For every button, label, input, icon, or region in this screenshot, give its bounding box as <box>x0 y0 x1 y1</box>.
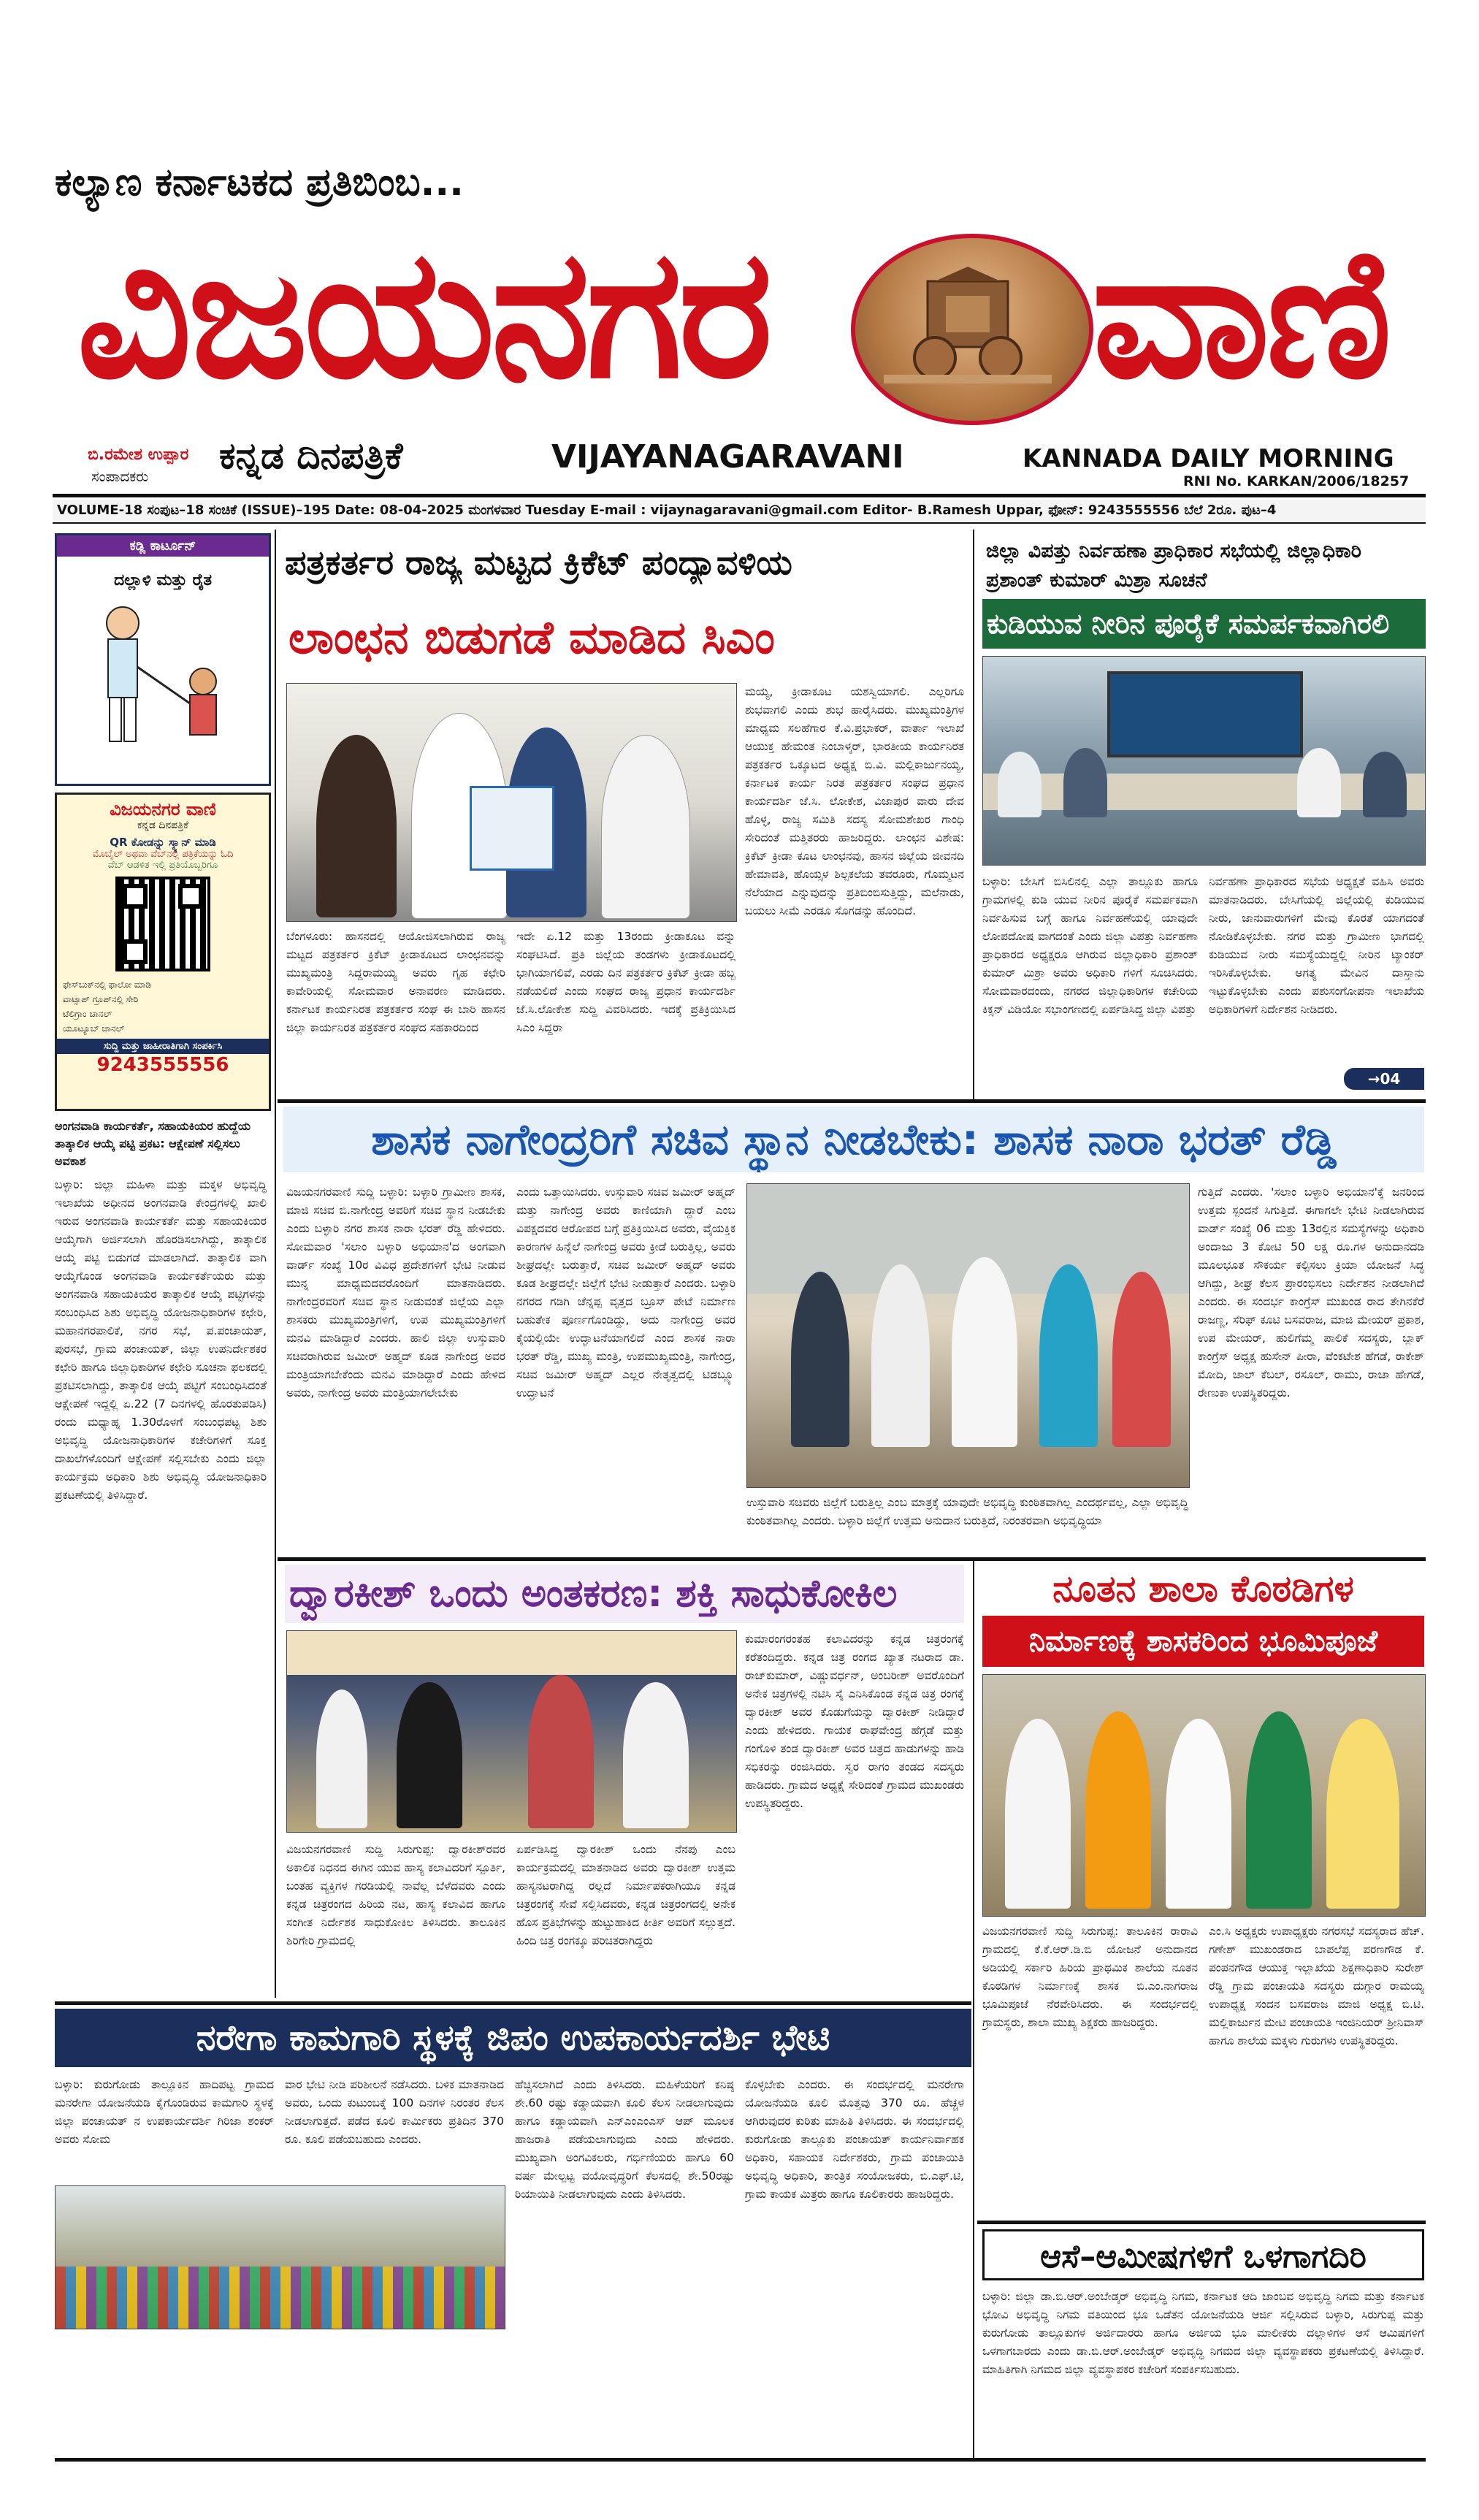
cartoon-caption: ದಲ್ಲಾಳಿ ಮತ್ತು ರೈತ <box>113 571 213 589</box>
ad-qr-text: QR ಕೋಡನ್ನು ಸ್ಕ್ಯಾನ್ ಮಾಡಿ <box>110 836 216 849</box>
story5-photo <box>982 1674 1426 1917</box>
subscription-ad <box>55 793 271 1111</box>
ad-bullet: ವಾಟ್ಸಾಪ್ ಗ್ರೂಪ್‌ನಲ್ಲಿ ಸೇರಿ <box>63 994 139 1004</box>
english-name: VIJAYANAGARAVANI <box>551 438 904 476</box>
story1-column-a: ಬೆಂಗಳೂರು: ಹಾಸನದಲ್ಲಿ ಆಯೋಜಿಸಲಾಗಿರುವ ರಾಜ್ಯ ಮಟ್ಟದ ಪತ್ರಕರ್ತರ ಕ್ರಿಕೆಟ್ ಕ್ರೀಡಾಕೂಟದ ಲಾಂಛನವನ್ನು ಮುಖ್ಯಮಂತ್ರಿ ಸಿದ್ದರಾಮಯ್ಯ ಅವರು ಗೃಹ ಕಛೇರಿ ಕಾವೇರಿಯಲ್ಲಿ ಸೋಮವಾರ ಅನಾವರಣ ಮಾಡಿದರು. ಕರ್ನಾಟಕ ಕಾರ್ಯನಿರತ ಪತ್ರಕರ್ತರ ಸಂಘ ಈ ಬಾರಿ ಹಾಸನ ಜಿಲ್ಲಾ ಕಾರ್ಯನಿರತ ಪತ್ರಕರ್ತರ ಸಂಘದ ಸಹಕಾರದಿಂದ <box>286 930 505 1034</box>
story6-column-a: ಬಳ್ಳಾರಿ: ಕುರುಗೋಡು ತಾಲ್ಲೂಕಿನ ಹಾದಿಪಟ್ಟ ಗ್ರಾಮದ ಮನರೇಗಾ ಯೋಜನೆಯಡಿ ಕೈಗೊಂಡಿರುವ ಕಾಮಗಾರಿ ಸ್ಥಳಕ್ಕೆ ಜಿಲ್ಲಾ ಪಂಚಾಯತ್ ನ ಉಪಕಾರ್ಯದರ್ಶಿ ಗಿರಿಜಾ ಶಂಕರ್ ಅವರು ಸೋಮ <box>55 2078 274 2146</box>
column-divider <box>973 1559 974 2458</box>
english-subtitle: KANNADA DAILY MORNING <box>1023 444 1394 473</box>
story7-headline: ಆಸೆ–ಆಮೀಷಗಳಿಗೆ ಒಳಗಾಗದಿರಿ <box>982 2229 1424 2280</box>
story2-column-b: ನಿರ್ವಹಣಾ ಪ್ರಾಧಿಕಾರದ ಸಭೆಯ ಅಧ್ಯಕ್ಷತೆ ವಹಿಸಿ ಅವರು ಮಾತನಾಡಿದರು. ಬೇಸಿಗೆಯಲ್ಲಿ ಜಿಲ್ಲೆಯಲ್ಲಿ ಕುಡಿಯುವ ನೀರು, ಜಾನುವಾರುಗಳಿಗೆ ಮೇವು ಕೊರತೆ ಯಾಗದಂತೆ ನೋಡಿಕೊಳ್ಳಬೇಕು. ನಗರ ಮತ್ತು ಗ್ರಾಮೀಣ ಭಾಗದಲ್ಲಿ ಕುಡಿಯುವ ನೀರು ಸಮಸ್ಯೆಯುದ್ದಲ್ಲಿ ನೀರಿನ ಟ್ಯಾಂಕರ್ ಇರಿಸಿಕೊಳ್ಳಬೇಕು. ಅಗತ್ಯ ಮೇವಿನ ದಾಸ್ತಾನು ಇಟ್ಟುಕೊಳ್ಳಬೇಕು ಎಂದು ಪಶುಸಂಗೋಪನಾ ಇಲಾಖೆಯ ಅಧಿಕಾರಿಗಳಿಗೆ ನಿರ್ದೇಶನ ನೀಡಿದರು. <box>1209 875 1424 1016</box>
masthead-rule <box>53 494 1426 497</box>
story2-continue-marker[interactable]: →04 <box>1344 1068 1424 1090</box>
section-rule <box>278 1557 1426 1561</box>
ad-subtitle: ಕನ್ನಡ ದಿನಪತ್ರಿಕೆ <box>137 820 188 831</box>
info-rule <box>53 522 1426 524</box>
story5-headline1: ನೂತನ ಶಾಲಾ ಕೊಠಡಿಗಳ <box>1052 1568 1354 1610</box>
story3-headline: ಶಾಸಕ ನಾಗೇಂದ್ರರಿಗೆ ಸಚಿವ ಸ್ಥಾನ ನೀಡಬೇಕು: ಶಾಸಕ ನಾರಾ ಭರತ್ ರೆಡ್ಡಿ <box>283 1107 1424 1172</box>
ad-line1: ಮೊಬೈಲ್ ಅಥವಾ ವೆಬ್‌ನಲ್ಲಿ ಪತ್ರಿಕೆಯನ್ನು ಓದಿ <box>92 849 234 860</box>
story1-headline: ಲಾಂಛನ ಬಿಡುಗಡೆ ಮಾಡಿದ ಸಿಎಂ <box>288 611 775 664</box>
ad-bullet-list <box>57 977 269 1036</box>
story6-column-b: ವಾರ ಭೇಟಿ ನೀಡಿ ಪರಿಶೀಲನೆ ನಡೆಸಿದರು. ಬಳಿಕ ಮಾತನಾಡಿದ ಅವರು, ಒಂದು ಕುಟುಂಬಕ್ಕೆ 100 ದಿನಗಳ ನಿರಂತರ ಕೆಲಸ ನೀಡಲಾಗುತ್ತದೆ. ಪಡೆದ ಕೂಲಿ ಕಾರ್ಮಿಕರು ಪ್ರತಿದಿನ 370 ರೂ. ಕೂಲಿ ಪಡೆಯಬಹುದು ಎಂದರು. <box>285 2078 504 2146</box>
ad-bullet: ಯೂಟ್ಯೂಬ್ ಚಾನಲ್ <box>63 1023 125 1034</box>
story4-photo <box>286 1630 737 1833</box>
temple-chariot-icon <box>884 267 1052 383</box>
editor-role: ಸಂಪಾದಕರು <box>91 467 149 485</box>
ad-bullet: ಟೆಲಿಗ್ರಾಂ ಚಾನಲ್ <box>63 1009 112 1019</box>
story5-column-a: ವಿಜಯನಗರವಾಣಿ ಸುದ್ದಿ ಸಿರುಗುಪ್ಪ: ತಾಲೂಕಿನ ರಾರಾವಿ ಗ್ರಾಮದಲ್ಲಿ ಕೆ.ಕೆ.ಆರ್.ಡಿ.ಬಿ ಯೋಜನೆ ಅನುದಾನದ ಅಡಿಯಲ್ಲಿ ಸರ್ಕಾರಿ ಹಿರಿಯ ಪ್ರಾಥಮಿಕ ಶಾಲೆಯ ನೂತನ ಕೊಠಡಿಗಳ ನಿರ್ಮಾಣಕ್ಕೆ ಶಾಸಕ ಬಿ.ಎಂ.ನಾಗರಾಜ ಭೂಮಿಪೂಜೆ ನೆರವೇರಿಸಿದರು. ಈ ಸಂದರ್ಭದಲ್ಲಿ ಗ್ರಾಮಸ್ಥರು, ಶಾಲಾ ಮುಖ್ಯ ಶಿಕ್ಷಕರು ಹಾಜರಿದ್ದರು. <box>982 1925 1198 2029</box>
masthead-title-right: ವಾಣಿ <box>1092 210 1388 418</box>
story3-column-b: ಎಂದು ಒತ್ತಾಯಿಸಿದರು. ಉಸ್ತುವಾರಿ ಸಚಿವ ಜಮೀರ್ ಅಹ್ಮದ್ ಮತ್ತು ನಾಗೇಂದ್ರ ಅವರು ಕಾಣಿಯಾಗಿ ದ್ದಾರೆ ಎಂಬ ವಿಪಕ್ಷದವರ ಆರೋಪದ ಬಗ್ಗೆ ಪ್ರತಿಕ್ರಿಯಿಸಿದ ಅವರು, ವೈಯಕ್ತಿಕ ಕಾರಣಗಳ ಹಿನ್ನೆಲೆ ನಾಗೇಂದ್ರ ಅವರು ಕ್ರೀಡೆ ಬರುತ್ತಿಲ್ಲ, ಅವರು ಶೀಘ್ರದಲ್ಲೇ ಬರುತ್ತಾರೆ, ಸಚಿವ ಜಮೀರ್ ಅಹ್ಮದ್ ಅವರು ಕೂಡ ಶೀಘ್ರದಲ್ಲೇ ಜಿಲ್ಲೆಗೆ ಭೇಟಿ ನೀಡುತ್ತಾರೆ ಎಂದರು. ಬಳ್ಳಾರಿ ನಗರದ ಗಡಿಗಿ ಚೆನ್ನಪ್ಪ ವೃತ್ತದ ಬ್ರೂಸ್ ಪೇಟೆ ನಿರ್ಮಾಣ ಬಹುತೇಕ ಪೂರ್ಣಗೊಂಡಿದ್ದು, ಅದು ನಾಗೇಂದ್ರ ಅವರ ಕೈಯಲ್ಲಿಯೇ ಉದ್ಘಾಟನೆಯಾಗಲಿದೆ ಎಂದ ಶಾಸಕ ನಾರಾ ಭರತ್ ರೆಡ್ಡಿ, ಮುಖ್ಯ ಮಂತ್ರಿ, ಉಪಮುಖ್ಯಮಂತ್ರಿ, ನಾಗೇಂದ್ರ, ಸಚಿವ ಜಮೀರ್ ಅಹ್ಮದ್ ಎಲ್ಲರ ನೇತೃತ್ವದಲ್ಲಿ ಟಿಡಬ್ಲ್ಯೂ ಉದ್ಘಾಟನೆ <box>516 1185 735 1400</box>
ad-contact-label: ಸುದ್ದಿ ಮತ್ತು ಜಾಹೀರಾತಿಗಾಗಿ ಸಂಪರ್ಕಿಸಿ <box>57 1039 269 1054</box>
story1-right-column: ಮಯ್ಯ, ಕ್ರೀಡಾಕೂಟ ಯಶಸ್ವಿಯಾಗಲಿ. ಎಲ್ಲರಿಗೂ ಶುಭವಾಗಲಿ ಎಂದು ಶುಭ ಹಾರೈಸಿದರು. ಮುಖ್ಯಮಂತ್ರಿಗಳ ಮಾಧ್ಯಮ ಸಲಹೆಗಾರ ಕೆ.ವಿ.ಪ್ರಭಾಕರ್, ವಾರ್ತಾ ಇಲಾಖೆ ಆಯುಕ್ತ ಹೇಮಂತ ನಿಂಬಾಳ್ಕರ್, ಭಾರತೀಯ ಕಾರ್ಯನಿರತ ಪತ್ರಕರ್ತರ ಒಕ್ಕೂಟದ ಅಧ್ಯಕ್ಷ ಬಿ.ವಿ. ಮಲ್ಲಿಕಾರ್ಜುನಯ್ಯ, ಕರ್ನಾಟಕ ಕಾರ್ಯ ನಿರತ ಪತ್ರಕರ್ತರ ಸಂಘದ ಪ್ರಧಾನ ಕಾರ್ಯದರ್ಶಿ ಜೆ.ಸಿ. ಲೋಕೇಶ, ವಿಜಾಪುರ ವಾರು ದೇವ ಹೊಳ್ಳ, ರಾಜ್ಯ ಸಮಿತಿ ಸದಸ್ಯ ಸೋಮಶೇಖರ ಗಾಂಧಿ ಸೇರಿದಂತೆ ಮತ್ತಿತರರು ಹಾಜರಿದ್ದರು. ಲಾಂಛನ ವಿಶೇಷ: ಕ್ರಿಕೆಟ್ ಕ್ರೀಡಾ ಕೂಟ ಲಾಂಛನವು, ಹಾಸನ ಜಿಲ್ಲೆಯ ಜೀವನದಿ ಹೇಮಾವತಿ, ಹೊಯ್ಸಳ ಶಿಲ್ಪಕಲೆಯ ತವರೂರು, ಗೊಮ್ಮಟನ ನೆಲೆಯಾದ ಎನ್ನುವುದನ್ನು ಪ್ರತಿಬಿಂಬಿಸುತ್ತಿದ್ದು, ಮಲೆನಾಡು, ಬಯಲು ಸೀಮೆ ಎರಡೂ ಸೊಗಡನ್ನು ಹೊಂದಿದೆ. <box>745 685 964 917</box>
story4-column-b: ಏರ್ಪಡಿಸಿದ್ದ ದ್ವಾರಕೀಶ್ ಒಂದು ನೆನಪು ಎಂಬ ಕಾರ್ಯಕ್ರಮದಲ್ಲಿ ಮಾತನಾಡಿದ ಅವರು ದ್ವಾರಕೀಶ್ ಉತ್ತಮ ಹಾಸ್ಯನಟರಾಗಿದ್ದ ರಲ್ಲದೆ ನಿರ್ಮಾಪಕರಾಗಿಯೂ ಕನ್ನಡ ಚಿತ್ರರಂಗಕ್ಕೆ ಸೇವೆ ಸಲ್ಲಿಸಿದವರು, ಕನ್ನಡ ಚಿತ್ರರಂಗದಲ್ಲಿ ಅನೇಕ ಹೊಸ ಪ್ರತಿಭೆಗಳನ್ನು ಹುಟ್ಟುಹಾಕಿದ ಕೀರ್ತಿ ಅವರಿಗೆ ಸಲ್ಲುತ್ತದೆ. ಹಿಂದಿ ಚಿತ್ರ ರಂಗಕ್ಕೂ ಪರಿಚಿತರಾಗಿದ್ದರು <box>516 1843 735 1947</box>
qr-code[interactable] <box>115 877 210 971</box>
editor-name: ಬಿ.ರಮೇಶ ಉಪ್ಪಾರ <box>88 446 189 464</box>
page-bottom-rule <box>55 2458 1426 2462</box>
column-divider <box>973 530 974 1099</box>
story3-column-d: ಗುತ್ತಿದೆ ಎಂದರು. 'ಸಲಾಂ ಬಳ್ಳಾರಿ ಅಭಿಯಾನ'ಕ್ಕೆ ಜನರಿಂದ ಉತ್ತಮ ಸ್ಪಂದನೆ ಸಿಗುತ್ತಿದೆ. ಈಗಾಗಲೇ ಭೇಟಿ ನೀಡಲಾಗಿರುವ ವಾರ್ಡ್ ಸಂಖ್ಯೆ 06 ಮತ್ತು 13ರಲ್ಲಿನ ಸಮಸ್ಯೆಗಳನ್ನು ಅಧಿಕಾರಿ ಅಂದಾಜು 3 ಕೋಟಿ 50 ಲಕ್ಷ ರೂ.ಗಳ ಅನುದಾನದಡಿ ಮೂಲಭೂತ ಸೌಕರ್ಯ ಕಲ್ಪಿಸಲು ಕ್ರಿಯಾ ಯೋಜನೆ ಸಿದ್ಧ ಆಗಿದ್ದು, ಶೀಘ್ರ ಕೆಲಸ ಪ್ರಾರಂಭಿಸಲು ನಿರ್ದೇಶನ ನೀಡಲಾಗಿದೆ ಎಂದರು. ಈ ಸಂದರ್ಭ ಕಾಂಗ್ರೆಸ್ ಮುಖಂಡ ರಾದ ತೇಗಿನಕೆರೆ ರಾಜಣ್ಣ, ಸೆರಿಫ್ ಕೂಟಿ ಬಸವರಾಜ, ಮಾಜಿ ಮೇಯರ್ ಪ್ರಕಾಶ, ಉಪ ಮೇಯರ್, ಹುಲಿಗೆಮ್ಮ ಪಾಲಿಕೆ ಸದಸ್ಯರು, ಬ್ಲಾಕ್ ಕಾಂಗ್ರೆಸ್ ಅಧ್ಯಕ್ಷ ಹುಸೇನ್ ಪೀರಾ, ವೆಂಕಟೇಶ ಹೆಗಡೆ, ರಾಕೇಶ್ ಮೋದಿ, ಜಾಲ್‌ ಕೆಬಲ್, ರಸೂಲ್, ರಾಮು, ರಾಜಾ ಹೇಗಡೆ, ರೇಣುಕಾ ಉಪಸ್ಥಿತರಿದ್ದರು. <box>1198 1185 1424 1400</box>
rni-number: RNI No. KARKAN/2006/18257 <box>1183 473 1410 489</box>
masthead-title-left: ವಿಜಯನಗರ <box>77 210 769 418</box>
issue-info-bar: VOLUME-18 ಸಂಪುಟ–18 ಸಂಚಿಕೆ (ISSUE)–195 Date: 08-04-2025 ಮಂಗಳವಾರ Tuesday E-mail : vijaynagaravani@gmail.com Editor- B.Ramesh Uppar, ಫೋನ್: 9243555556 ಬೆಲೆ 2ರೂ. ಪುಟ–4 <box>53 500 1426 522</box>
story2-photo <box>982 656 1426 866</box>
column-divider <box>275 530 276 1998</box>
story6-column-c: ಹೆಚ್ಚಿಸಲಾಗಿದೆ ಎಂದು ತಿಳಿಸಿದರು. ಮಹಿಳೆಯರಿಗೆ ಕನಿಷ್ಠ ಶೇ.60 ರಷ್ಟು ಕಡ್ಡಾಯವಾಗಿ ಕೂಲಿ ಕೆಲಸ ನೀಡಲಾಗುವುದು ಹಾಗೂ ಕಡ್ಡಾಯವಾಗಿ ಎನ್‌ಎಂಎಂಎಸ್ ಆಪ್ ಮೂಲಕ ಹಾಜರಾತಿ ಪಡೆಯಲಾಗುವುದು ಎಂದು ಹೇಳಿದರು. ಮುಖ್ಯವಾಗಿ ಅಂಗವಿಕಲರು, ಗರ್ಭಿಣಿಯರು ಹಾಗೂ 60 ವರ್ಷ ಮೇಲ್ಪಟ್ಟ ವಯೋವೃದ್ಧರಿಗೆ ಕೆಲಸದಲ್ಲಿ ಶೇ.50ರಷ್ಟು ರಿಯಾಯಿತಿ ನೀಡಲಾಗುವುದು ಎಂದು ತಿಳಿಸಿದರು. <box>515 2078 734 2201</box>
cartoon-box <box>55 533 271 786</box>
story4-column-a: ವಿಜಯನಗರವಾಣಿ ಸುದ್ದಿ ಸಿರುಗುಪ್ಪ: ದ್ವಾರಕೀಶ್‌ರವರ ಅಕಾಲಿಕ ನಿಧನದ ಈಗಿನ ಯುವ ಹಾಸ್ಯ ಕಲಾವಿದರಿಗೆ ಸ್ಪೂರ್ತಿ, ಬಂತಹ ವ್ಯಕ್ತಿಗಳ ಗರಡಿಯಲ್ಲಿ ನಾವೆಲ್ಲ ಬೆಳೆದವರು ಎಂದು ಕನ್ನಡ ಚಿತ್ರರಂಗದ ಹಿರಿಯ ನಟ, ಹಾಸ್ಯ ಕಲಾವಿದ ಹಾಗೂ ಸಂಗೀತ ನಿರ್ದೇಶಕ ಸಾಧುಕೋಕಿಲ ತಿಳಿಸಿದರು. ತಾಲೂಕಿನ ಶಿರಿಗೇರಿ ಗ್ರಾಮದಲ್ಲಿ <box>286 1843 505 1947</box>
story3-photo <box>746 1183 1190 1488</box>
ad-title: ವಿಜಯನಗರ ವಾಣಿ <box>110 799 216 820</box>
story2-kicker: ಜಿಲ್ಲಾ ವಿಪತ್ತು ನಿರ್ವಹಣಾ ಪ್ರಾಧಿಕಾರ ಸಭೆಯಲ್ಲಿ ಜಿಲ್ಲಾಧಿಕಾರಿ ಪ್ರಶಾಂತ್ ಕುಮಾರ್ ಮಿಶ್ರಾ ಸೂಚನೆ <box>986 540 1361 592</box>
story1-column-b: ಇದೇ ಏ.12 ಮತ್ತು 13ರಂದು ಕ್ರೀಡಾಕೂಟ ವನ್ನು ಸಂಘಟಿಸಿದೆ. ಪ್ರತಿ ಜಿಲ್ಲೆಯ ತಂಡಗಳು ಕ್ರೀಡಾಕೂಟದಲ್ಲಿ ಭಾಗಿಯಾಗಲಿವೆ, ಎರಡು ದಿನ ಪತ್ರಕರ್ತರ ಕ್ರಿಕೆಟ್ ಕ್ರೀಡಾ ಹಬ್ಬ ನಡೆಯಲಿದೆ ಎಂದು ಸಂಘದ ರಾಜ್ಯ ಪ್ರಧಾನ ಕಾರ್ಯದರ್ಶಿ ಜೆ.ಸಿ.ಲೋಕೇಶ ಸುದ್ದಿ ವಿವರಿಸಿದರು. ಇದಕ್ಕೆ ಪ್ರತಿಕ್ರಿಯಿಸಿದ ಸಿಎಂ ಸಿದ್ದರಾ <box>516 930 735 1034</box>
kannada-daily-label: ಕನ್ನಡ ದಿನಪತ್ರಿಕೆ <box>219 435 403 477</box>
section-rule <box>977 2221 1426 2224</box>
left-story-heading: ಅಂಗನವಾಡಿ ಕಾರ್ಯಕರ್ತೆ, ಸಹಾಯಕಿಯರ ಹುದ್ದೆಯ ತಾತ್ಕಾಲಿಕ ಆಯ್ಕೆ ಪಟ್ಟಿ ಪ್ರಕಟ: ಆಕ್ಷೇಪಣೆ ಸಲ್ಲಿಸಲು ಅವಕಾಶ <box>55 1119 251 1168</box>
left-story-body: ಬಳ್ಳಾರಿ: ಜಿಲ್ಲಾ ಮಹಿಳಾ ಮತ್ತು ಮಕ್ಕಳ ಅಭಿವೃದ್ಧಿ ಇಲಾಖೆಯ ಅಧೀನದ ಅಂಗನವಾಡಿ ಕೇಂದ್ರಗಳಲ್ಲಿ ಖಾಲಿ ಇರುವ ಅಂಗನವಾಡಿ ಕಾರ್ಯಕರ್ತೆ ಮತ್ತು ಸಹಾಯಕಿಯರ ಆಯ್ಕೆಗಾಗಿ ಅರ್ಜಿಸಲಾಗಿ ಹೊರಡಿಸಲಾಗಿದ್ದು, ತಾತ್ಕಾಲಿಕ ಆಯ್ಕೆ ಪಟ್ಟಿ ಬಿಡುಗಡೆ ಮಾಡಲಾಗಿದೆ. ತಾತ್ಕಾಲಿಕ ವಾಗಿ ಆಯ್ಕೆಗೊಂಡ ಅಂಗನವಾಡಿ ಕಾರ್ಯಕರ್ತೆಯರು ಮತ್ತು ಅಂಗನವಾಡಿ ಸಹಾಯಕಿಯರ ತಾತ್ಕಾಲಿಕ ಆಯ್ಕೆ ಪಟ್ಟಿಗಳನ್ನು ಸಂಬಂಧಿಸಿದ ಶಿಶು ಅಭಿವೃದ್ಧಿ ಯೋಜನಾಧಿಕಾರಿಗಳ ಕಛೇರಿ, ಮಹಾನಗರಪಾಲಿಕೆ, ನಗರ ಸಭೆ, ಪ.ಪಂಚಾಯತ್, ಪುರಸಭೆ, ಗ್ರಾಮ ಪಂಚಾಯತ್, ಜಿಲ್ಲಾ ಉಪನಿರ್ದೇಶಕರ ಕಛೇರಿ ಹಾಗೂ ಜಿಲ್ಲಾಧಿಕಾರಿಗಳ ಕಛೇರಿ ಸೂಚನಾ ಫಲಕದಲ್ಲಿ ಪ್ರಕಟಿಸಲಾಗಿದ್ದು, ತಾತ್ಕಾಲಿಕ ಆಯ್ಕೆ ಪಟ್ಟಿಗೆ ಸಂಬಂಧಿಸಿದಂತೆ ಆಕ್ಷೇಪಣೆ ಇದ್ದಲ್ಲಿ ಏ.22 (7 ದಿನಗಳಲ್ಲಿ ಹೊರತುಪಡಿಸಿ) ರಂದು ಮಧ್ಯಾಹ್ನ 1.30ರೊಳಗೆ ಸಂಬಂಧಪಟ್ಟ ಶಿಶು ಅಭಿವೃದ್ಧಿ ಯೋಜನಾಧಿಕಾರಿಗಳ ಕಚೇರಿಗಳಿಗೆ ಸೂಕ್ತ ದಾಖಲೆಗಳೊಂದಿಗೆ ಆಕ್ಷೇಪಣೆ ಸಲ್ಲಿಸಬೇಕು ಎಂದು ಜಿಲ್ಲಾ ಕಾರ್ಯಕ್ರಮ ಅಧಿಕಾರಿ ಶಿಶು ಅಭಿವೃದ್ಧಿ ಯೋಜನಾಧಿಕಾರಿ ಪ್ರಕಟಣೆಯಲ್ಲಿ ತಿಳಿಸಿದ್ದಾರೆ. <box>55 1178 267 1502</box>
story2-column-a: ಬಳ್ಳಾರಿ: ಬೇಸಿಗೆ ಬಿಸಿಲಿನಲ್ಲಿ ಎಲ್ಲಾ ತಾಲ್ಲೂಕು ಹಾಗೂ ಗ್ರಾಮಗಳಲ್ಲಿ ಕುಡಿ ಯುವ ನೀರಿನ ಪೂರೈಕೆ ಸಮರ್ಪಕವಾಗಿ ನಿರ್ವಹಿಸುವ ಬಗ್ಗೆ ಹಾಗೂ ನಿರ್ವಹಣೆಯಲ್ಲಿ ಯಾವುದೇ ಲೋಪದೋಷ ವಾಗದಂತೆ ಎಂದು ಜಿಲ್ಲಾ ವಿಪತ್ತು ನಿರ್ವಹಣಾ ಪ್ರಾಧಿಕಾರದ ಅಧ್ಯಕ್ಷರೂ ಆಗಿರುವ ಜಿಲ್ಲಾಧಿಕಾರಿ ಪ್ರಶಾಂತ್ ಕುಮಾರ್ ಮಿಶ್ರಾ ಅವರು ಅಧಿಕಾರಿ ಗಳಿಗೆ ಸೂಚಿಸಿದರು. ಸೋಮವಾರದಂದು, ನಗರದ ಜಿಲ್ಲಾಧಿಕಾರಿಗಳ ಕಚೇರಿಯ ಕಿಕ್ಸನ್ ವಿಡಿಯೋ ಸಭಾಂಗಣದಲ್ಲಿ ಏರ್ಪಡಿಸಿದ್ದ ಜಿಲ್ಲಾ ವಿಪತ್ತು <box>982 875 1198 1016</box>
story3-column-c: ಉಸ್ತುವಾರಿ ಸಚಿವರು ಜಿಲ್ಲೆಗೆ ಬರುತ್ತಿಲ್ಲ ಎಂಬ ಮಾತ್ರಕ್ಕೆ ಯಾವುದೇ ಅಭಿವೃದ್ಧಿ ಕುಂಠಿತವಾಗಿಲ್ಲ ಎಂದರ್ಥವಲ್ಲ, ಎಲ್ಲಾ ಅಭಿವೃದ್ಧಿ ಕುಂಠಿತವಾಗಿಲ್ಲ ಎಂದರು. ಬಳ್ಳಾರಿ ಜಿಲ್ಲೆಗೆ ಉತ್ತಮ ಅನುದಾನ ಬರುತ್ತಿದೆ, ನಿರಂತರವಾಗಿ ಅಭಿವೃದ್ಧಿಯಾ <box>746 1496 1188 1527</box>
story6-headline: ನರೇಗಾ ಕಾಮಗಾರಿ ಸ್ಥಳಕ್ಕೆ ಜಿಪಂ ಉಪಕಾರ್ಯದರ್ಶಿ ಭೇಟಿ <box>55 2009 971 2067</box>
story1-photo <box>286 683 737 922</box>
section-rule <box>55 2001 971 2005</box>
story3-column-a: ವಿಜಯನಗರವಾಣಿ ಸುದ್ದಿ ಬಳ್ಳಾರಿ: ಬಳ್ಳಾರಿ ಗ್ರಾಮೀಣ ಶಾಸಕ, ಮಾಜಿ ಸಚಿವ ಬಿ.ನಾಗೇಂದ್ರ ಅವರಿಗೆ ಸಚಿವ ಸ್ಥಾನ ನೀಡಬೇಕು ಎಂದು ಬಳ್ಳಾರಿ ನಗರ ಶಾಸಕ ನಾರಾ ಭರತ್ ರೆಡ್ಡಿ ಹೇಳಿದರು. ಸೋಮವಾರ 'ಸಲಾಂ ಬಳ್ಳಾರಿ ಅಭಿಯಾನ'ದ ಅಂಗವಾಗಿ ವಾರ್ಡ್ ಸಂಖ್ಯೆ 10ರ ವಿವಿಧ ಪ್ರದೇಶಗಳಿಗೆ ಭೇಟಿ ನೀಡುವ ಮುನ್ನ ಮಾಧ್ಯಮದವರೊಂದಿಗೆ ಮಾತನಾಡಿದರು. ನಾಗೇಂದ್ರರವರಿಗೆ ಸಚಿವ ಸ್ಥಾನ ನೀಡುವಂತೆ ಜಿಲ್ಲೆಯ ಎಲ್ಲಾ ಶಾಸಕರು ಮುಖ್ಯಮಂತ್ರಿಗಳಿಗೆ, ಉಪ ಮುಖ್ಯಮಂತ್ರಿಗಳಿಗೆ ಮನವಿ ಮಾಡಿದ್ದಾರೆ ಎಂದರು. ಹಾಲಿ ಜಿಲ್ಲಾ ಉಸ್ತುವಾರಿ ಸಚಿವರಾಗಿರುವ ಜಮೀರ್ ಅಹ್ಮದ್ ಕೂಡ ನಾಗೇಂದ್ರ ಅವರ ಮಂತ್ರಿಯಾಗಬೇಕೆಂದು ಮನವಿ ಮಾಡಿದ್ದಾರೆ ಎಂದು ಹೇಳಿದ ಅವರು, ನಾಗೇಂದ್ರ ಅವರು ಮಂತ್ರಿಯಾಗಲೇಬೇಕು <box>286 1185 505 1400</box>
story5-headline2: ನಿರ್ಮಾಣಕ್ಕೆ ಶಾಸಕರಿಂದ ಭೂಮಿಪೂಜೆ <box>982 1616 1424 1667</box>
cartoon-illustration <box>57 594 261 762</box>
story2-headline: ಕುಡಿಯುವ ನೀರಿನ ಪೂರೈಕೆ ಸಮರ್ಪಕವಾಗಿರಲಿ <box>982 599 1426 649</box>
story4-headline: ದ್ವಾರಕೀಶ್ ಒಂದು ಅಂತಕರಣ: ಶಕ್ತಿ ಸಾಧುಕೋಕಿಲ <box>285 1565 964 1623</box>
ad-line2: ವೆಬ್ ಆಡಳಿತ ಇಲ್ಲಿ ಪ್ರತಿಯೊಬ್ಬರಿಗೂ <box>107 860 218 871</box>
story7-body: ಬಳ್ಳಾರಿ: ಜಿಲ್ಲಾ ಡಾ.ಬಿ.ಆರ್.ಅಂಬೇಡ್ಕರ್ ಅಭಿವೃದ್ಧಿ ನಿಗಮ, ಕರ್ನಾಟಕ ಆದಿ ಜಾಂಬವ ಅಭಿವೃದ್ಧಿ ನಿಗಮ ಮತ್ತು ಕರ್ನಾಟಕ ಭೋವಿ ಅಭಿವೃದ್ಧಿ ನಿಗಮ ವತಿಯಿಂದ ಭೂ ಒಡೆತನ ಯೋಜನೆಯಡಿ ಆರ್ಜಿ ಸಲ್ಲಿಸಿರುವ ಬಳ್ಳಾರಿ, ಸಿರುಗುಪ್ಪ ಮತ್ತು ಕುರುಗೋಡು ತಾಲ್ಲೂಕುಗಳ ಅರ್ಜಿದಾರರು ಹಾಗೂ ಅರ್ಜಿಯ ಭೂ ಮಾಲೀಕರು ದಲ್ಲಾಳಿಗಳ ಆಸೆ ಆಮಿಷಗಳಿಗೆ ಒಳಗಾಗಬಾರದು ಎಂದು ಡಾ.ಬಿ.ಆರ್.ಅಂಬೇಡ್ಕರ್ ಅಭಿವೃದ್ಧಿ ನಿಗಮದ ಜಿಲ್ಲಾ ವ್ಯವಸ್ಥಾಪಕರು ಪ್ರಕಟಣೆಯಲ್ಲಿ ತಿಳಿಸಿದ್ದಾರೆ. ಮಾಹಿತಿಗಾಗಿ ನಿಗಮದ ಜಿಲ್ಲಾ ವ್ಯವಸ್ಥಾಪಕರ ಕಚೇರಿಗೆ ಸಂಪರ್ಕಿಸಬಹುದು. <box>982 2290 1424 2376</box>
story6-column-d: ಕೊಳ್ಳಬೇಕು ಎಂದರು. ಈ ಸಂದರ್ಭದಲ್ಲಿ ಮನರೇಗಾ ಯೋಜನೆಯಡಿ ಕೂಲಿ ಮೊತ್ತವು 370 ರೂ. ಹೆಚ್ಚಳ ಆಗಿರುವುದರ ಕುರಿತು ಮಾಹಿತಿ ತಿಳಿಸಿದರು. ಈ ಸಂದರ್ಭದಲ್ಲಿ ಕುರುಗೋಡು ತಾಲ್ಲೂಕು ಪಂಚಾಯತ್ ಕಾರ್ಯನಿರ್ವಾಹಕ ಅಧಿಕಾರಿ, ಸಹಾಯಕ ನಿರ್ದೇಶಕರು, ಗ್ರಾಮ ಪಂಚಾಯಿತಿ ಅಭಿವೃದ್ಧಿ ಅಧಿಕಾರಿ, ತಾಂತ್ರಿಕ ಸಂಯೋಜಕರು, ಬಿ.ಎಫ್.ಟಿ, ಗ್ರಾಮ ಕಾಯಕ ಮಿತ್ರರು ಹಾಗೂ ಕೂಲಿಕಾರರು ಹಾಜರಿದ್ದರು. <box>745 2078 964 2201</box>
story6-photo <box>55 2185 505 2329</box>
ad-phone[interactable]: 9243555556 <box>96 1054 229 1076</box>
masthead-tagline: ಕಲ್ಯಾಣ ಕರ್ನಾಟಕದ ಪ್ರತಿಬಿಂಬ... <box>55 161 464 205</box>
ad-bullet: ಫೇಸ್‌ಬುಕ್‌ನಲ್ಲಿ ಫಾಲೋ ಮಾಡಿ <box>63 980 151 990</box>
story1-kicker: ಪತ್ರಕರ್ತರ ರಾಜ್ಯ ಮಟ್ಟದ ಕ್ರಿಕೆಟ್ ಪಂದ್ಯಾವಳಿಯ <box>285 543 792 582</box>
story4-column-c: ಕುಮಾರಂಗರಂತಹ ಕಲಾವಿದರನ್ನು ಕನ್ನಡ ಚಿತ್ರರಂಗಕ್ಕೆ ಕರೆತಂದಿದ್ದರು. ಕನ್ನಡ ಚಿತ್ರ ರಂಗದ ಖ್ಯಾತ ನಟರಾದ ಡಾ. ರಾಜ್‌ಕುಮಾರ್, ವಿಷ್ಣುವರ್ಧನ್, ಅಂಬರೀಶ್ ಅವರೊಂದಿಗೆ ಅನೇಕ ಚಿತ್ರಗಳಲ್ಲಿ ನಟಿಸಿ ಸೈ ಎನಿಸಿಕೊಂಡ ಕನ್ನಡ ಚಿತ್ರ ರಂಗಕ್ಕೆ ದ್ವಾರಕೀಶ್ ಅವರ ಕೊಡುಗೆಯನ್ನು ದ್ವಾರಕೀಶ್ ನೀಡಿದ್ದಾರೆ ಎಂದು ಹೇಳಿದರು. ಗಾಯಕ ರಾಘವೇಂದ್ರ ಹೆಗ್ಗಡೆ ಮತ್ತು ಗಂಗೊಳಿ ತಂಡ ದ್ವಾರಕೀಶ್ ಅವರ ಚಿತ್ರದ ಹಾಡುಗಳನ್ನು ಹಾಡಿ ಸಭಿಕರನ್ನು ರಂಜಿಸಿದರು. ಸ್ವರ ರಾಗಂ ತಂಡದ ಸದಸ್ಯರು ಹಾಡಿದರು. ಗ್ರಾಮದ ಅಧ್ಯಕ್ಷೆ ಸೇರಿದಂತೆ ಗ್ರಾಮದ ಮುಖಂಡರು ಉಪಸ್ಥಿತರಿದ್ದರು. <box>745 1633 964 1810</box>
section-rule <box>278 1099 1426 1103</box>
cartoon-label: ಕಡ್ಲಿ ಕಾರ್ಟೂನ್ <box>57 535 269 557</box>
story5-column-b: ಎಂ.ಸಿ ಅಧ್ಯಕ್ಷರು ಉಪಾಧ್ಯಕ್ಷರು ನಗರಸಭೆ ಸದಸ್ಯರಾದ ಹೆಚ್. ಗಣೇಶ್ ಮುಖಂಡರಾದ ಬಾಪಲೆಪ್ಪ ಪರಣಗೌಡ ಕೆ. ಪಂಪನಗೌಡ ಆಯುಕ್ತ ಇಲ್ಲಾಖೆಯ ಶಿಕ್ಷಣಾಧಿಕಾರಿ ಸುರೇಶ್ ರೆಡ್ಡಿ ಗ್ರಾಮ ಪಂಚಾಯತಿ ಸದಸ್ಯರು ದುಗ್ಗಾರ ರಾಮಯ್ಯ ಉಪಾಧ್ಯಕ್ಷ ಸಂದನ ಬಸವರಾಜ ಮಾಜಿ ಅಧ್ಯಕ್ಷ ಬಿ.ಟಿ. ಮಲ್ಲಿಕಾರ್ಜುನ ಮೇಟಿ ಪಂಚಾಯತಿ ಇಂಜಿನಿಯರ್ ಶ್ರೀನಿವಾಸ್ ಹಾಗೂ ಶಾಲೆಯ ಮಕ್ಕಳು ಗುರುಗಳು ಉಪಸ್ಥಿತರಿದ್ದರು. <box>1209 1925 1424 2047</box>
